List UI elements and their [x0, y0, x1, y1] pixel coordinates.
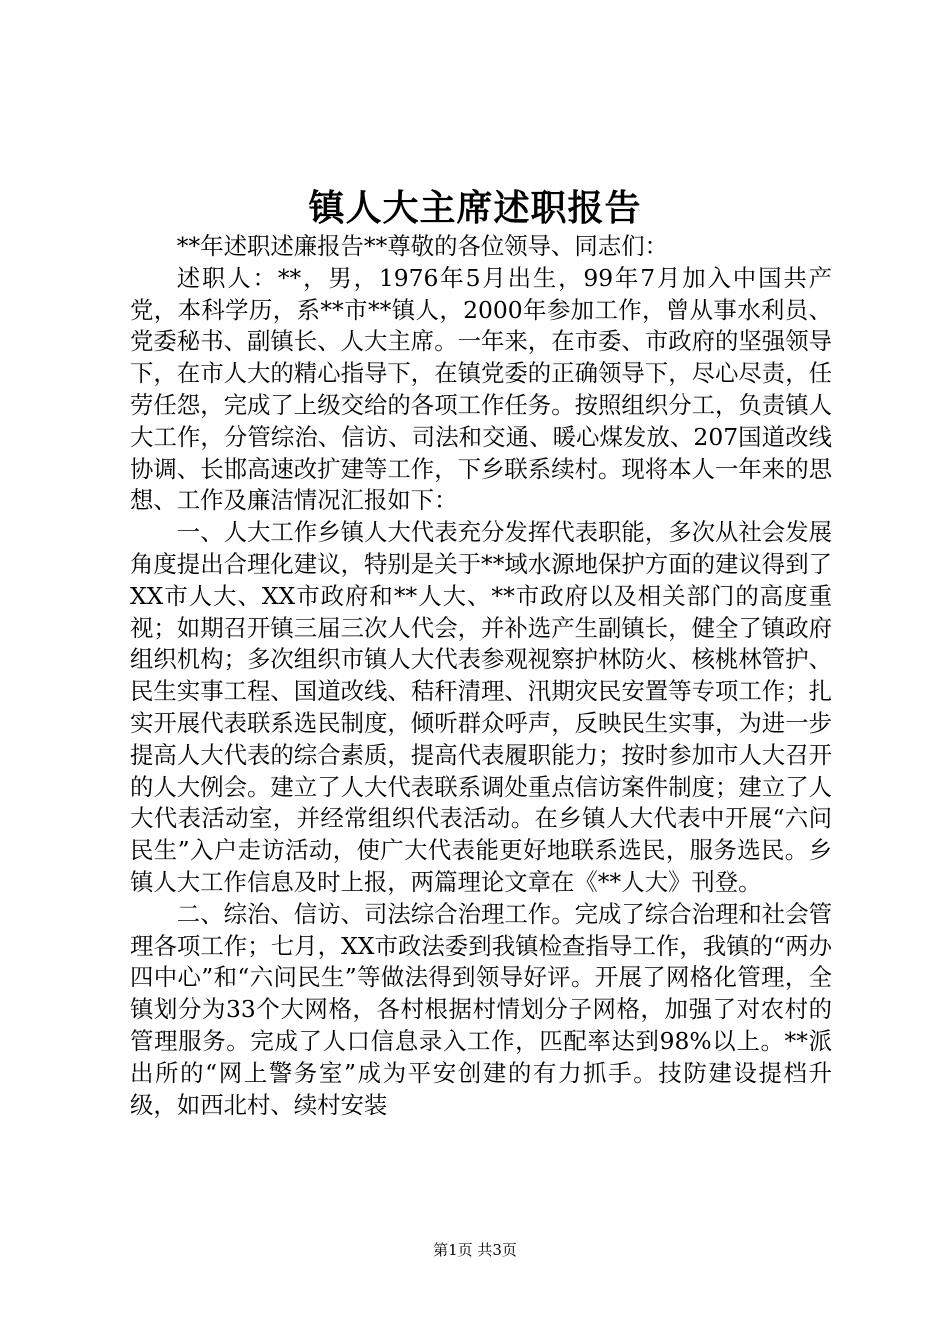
section-one-paragraph: 一、人大工作乡镇人大代表充分发挥代表职能，多次从社会发展角度提出合理化建议，特别是关于**域水源地保护方面的建议得到了XX市人大、XX市政府和**人大、**市政府以及相关部门的高度重视；如期召开镇三届三次人代会，并补选产生副镇长，健全了镇政府组织机构；多次组织市镇人大代表参观视察护林防火、核桃林管护、民生实事工程、国道改线、秸秆清理、汛期灾民安置等专项工作；扎实开展代表联系选民制度，倾听群众呼声，反映民生实事，为进一步提高人大代表的综合素质，提高代表履职能力；按时参加市人大召开的人大例会。建立了人大代表联系调处重点信访案件制度；建立了人大代表活动室，并经常组织代表活动。在乡镇人大代表中开展“六问民生”入户走访活动，使广大代表能更好地联系选民，服务选民。乡镇人大工作信息及时上报，两篇理论文章在《**人大》刊登。 — [130, 518, 832, 896]
intro-paragraph: 述职人：**，男，1976年5月出生，99年7月加入中国共产党，本科学历，系**市**镇人，2000年参加工作，曾从事水利员、党委秘书、副镇长、人大主席。一年来，在市委、市政府的坚强领导下，在市人大的精心指导下，在镇党委的正确领导下，尽心尽责，任劳任怨，完成了上级交给的各项工作任务。按照组织分工，负责镇人大工作，分管综治、信访、司法和交通、暖心煤发放、207国道改线协调、长邯高速改扩建等工作，下乡联系续村。现将本人一年来的思想、工作及廉洁情况汇报如下： — [130, 263, 832, 515]
document-body — [130, 231, 832, 1121]
page-number-footer: 第1页 共3页 — [433, 1241, 517, 1259]
greeting-paragraph: **年述职述廉报告**尊敬的各位领导、同志们： — [176, 232, 668, 260]
section-two-paragraph: 二、综治、信访、司法综合治理工作。完成了综合治理和社会管理各项工作；七月，XX市政法委到我镇检查指导工作，我镇的“两办四中心”和“六问民生”等做法得到领导好评。开展了网格化管理，全镇划分为33个大网格，各村根据村情划分子网格，加强了对农村的管理服务。完成了人口信息录入工作，匹配率达到98%以上。**派出所的“网上警务室”成为平安创建的有力抓手。技防建设提档升级，如西北村、续村安装 — [130, 899, 832, 1119]
document-title: 镇人大主席述职报告 — [308, 187, 642, 229]
